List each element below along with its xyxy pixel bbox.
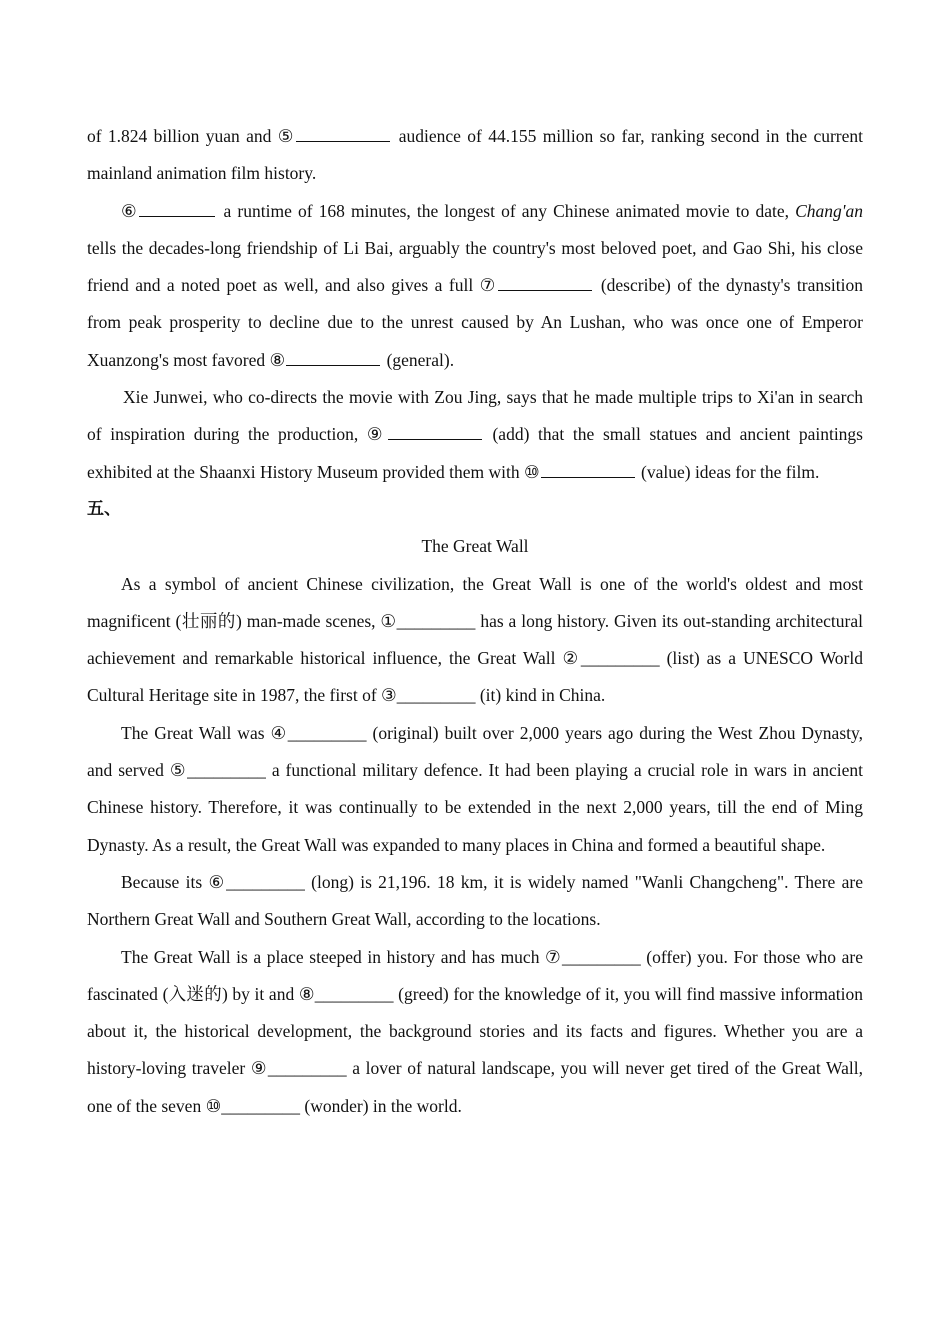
answer-blank-8[interactable] — [286, 347, 380, 366]
text-span: (general). — [382, 349, 455, 370]
section-heading: 五、 — [87, 498, 121, 519]
text-span: (value) ideas for the film. — [636, 461, 820, 482]
document-page — [87, 118, 863, 1125]
film-title: Chang'an — [795, 200, 863, 221]
paragraph-film-box-office — [87, 118, 863, 193]
answer-blank-5[interactable] — [296, 123, 390, 142]
answer-blank-9[interactable] — [388, 421, 482, 440]
text-span: ⑥ — [121, 200, 139, 221]
paragraph-great-wall-3: Because its ⑥_________ (long) is 21,196. 18 km, it is widely named "Wanli Changcheng". There are Northern Great Wall and Southern Great Wall, according to the locations. — [87, 871, 863, 930]
paragraph-great-wall-1: As a symbol of ancient Chinese civilization, the Great Wall is one of the world's oldest and most magnificent (壮丽的) man-made scenes, ①_________ has a long history. Given its out-standing architectural achievement and remarkable historical influence, the Great Wall ②_________ (list) as a UNESCO World Cultural Heritage site in 1987, the first of ③_________ (it) kind in China. — [87, 573, 863, 706]
paragraph-great-wall-2: The Great Wall was ④_________ (original) built over 2,000 years ago during the West Zhou Dynasty, and served ⑤_________ a functional military defence. It had been playing a crucial role in wars in ancient Chinese history. Therefore, it was continually to be extended in the next 2,000 years, till the end of Ming Dynasty. As a result, the Great Wall was expanded to many places in China and formed a beautiful shape. — [87, 722, 863, 855]
paragraph-film-director — [87, 379, 863, 491]
text-span: of 1.824 billion yuan and ⑤ — [87, 126, 296, 146]
text-span: a runtime of 168 minutes, the longest of any Chinese animated movie to date, — [217, 200, 796, 221]
paragraph-film-runtime — [87, 193, 863, 379]
text-span: (add) that the small statues and ancient paintings exhibited at the Shaanxi History Museum provided them with ⑩ — [87, 424, 863, 482]
text-span: Xie Junwei, who co-directs the movie with Zou Jing, says that he made multiple trips to Xi'an in search of inspiration during the production, ⑨ — [87, 387, 863, 445]
answer-blank-6[interactable] — [139, 198, 215, 217]
answer-blank-7[interactable] — [498, 272, 592, 291]
text-span: (describe) of the dynasty's transition from peak prosperity to decline due to the unrest caused by An Lushan, who was once one of Emperor Xuanzong's most favored ⑧ — [87, 275, 863, 370]
text-span: audience of 44.155 million so far, ranking second in the current mainland animation film history. — [87, 126, 864, 184]
paragraph-great-wall-4: The Great Wall is a place steeped in history and has much ⑦_________ (offer) you. For those who are fascinated (入迷的) by it and ⑧_________ (greed) for the knowledge of it, you will find massive information about it, the historical development, the background stories and its facts and figures. Whether you are a history-loving traveler ⑨_________ a lover of natural landscape, you will never get tired of the Great Wall, one of the seven ⑩_________ (wonder) in the world. — [87, 946, 863, 1116]
text-span: tells the decades-long friendship of Li Bai, arguably the country's most beloved poet, and Gao Shi, his close friend and a noted poet as well, and also gives a full ⑦ — [87, 237, 863, 296]
passage-title: The Great Wall — [421, 536, 529, 557]
answer-blank-10[interactable] — [541, 459, 635, 478]
